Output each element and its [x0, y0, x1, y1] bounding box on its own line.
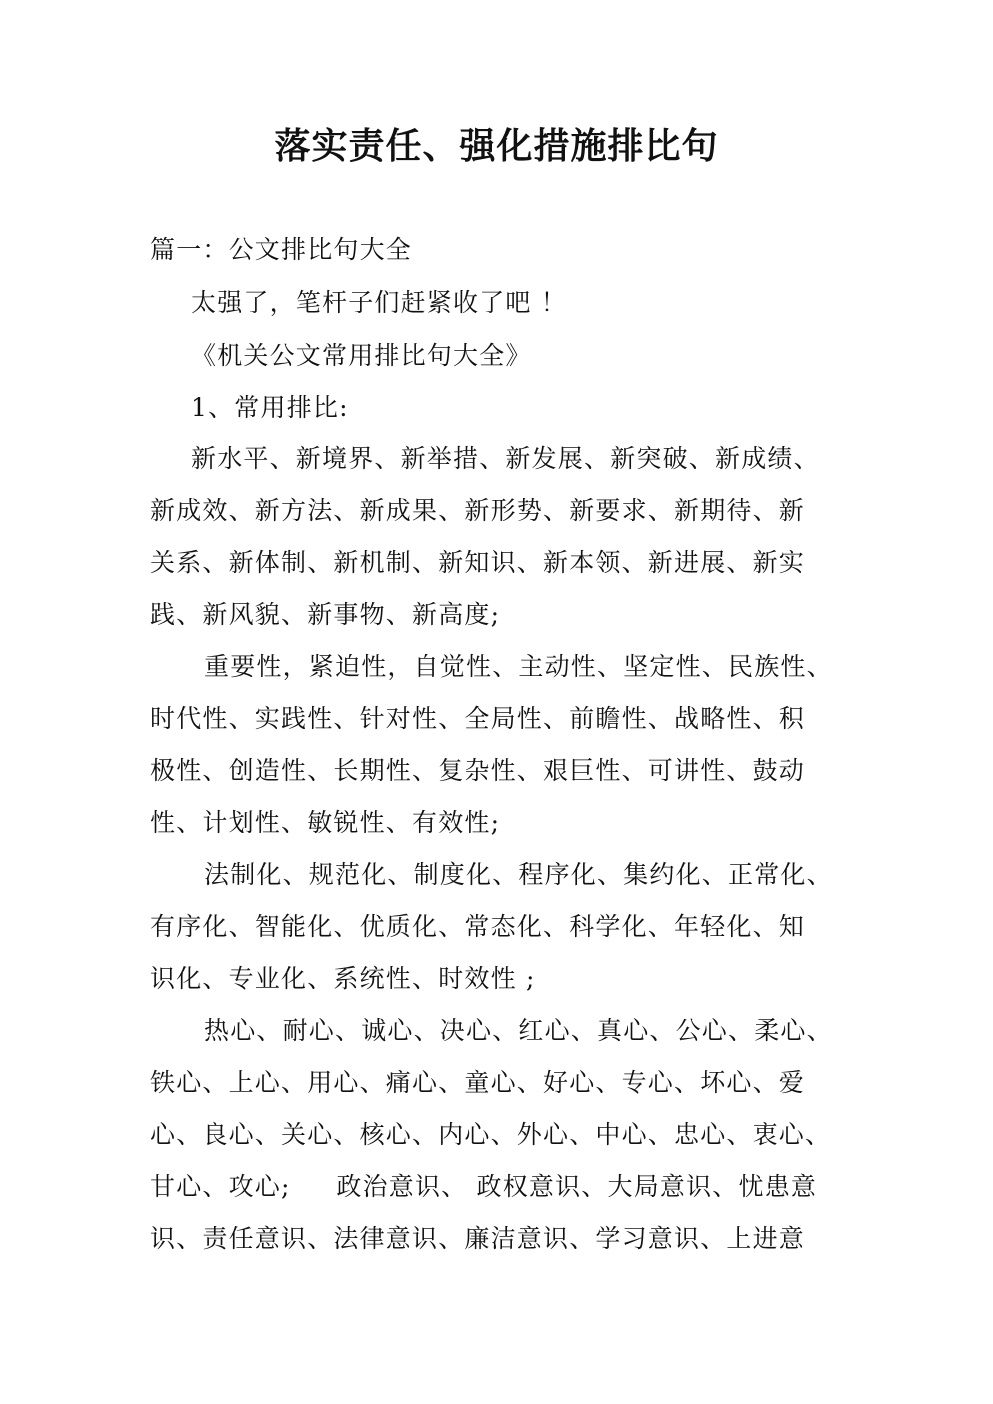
- paragraph-line: 时代性、实践性、针对性、全局性、前瞻性、战略性、积: [150, 704, 806, 733]
- paragraph-line: 热心、耐心、诚心、决心、红心、真心、公心、柔心、: [204, 1016, 833, 1045]
- paragraph-line: 法制化、规范化、制度化、程序化、集约化、正常化、: [204, 860, 833, 889]
- paragraph-line: 新成效、新方法、新成果、新形势、新要求、新期待、新: [150, 496, 806, 525]
- intro-line: 太强了，笔杆子们赶紧收了吧 ！: [191, 288, 567, 317]
- paragraph-line: 识、责任意识、法律意识、廉洁意识、学习意识、上进意: [150, 1224, 806, 1253]
- paragraph-line: 新水平、新境界、新举措、新发展、新突破、新成绩、: [191, 444, 820, 473]
- paragraph-line: 践、新风貌、新事物、新高度;: [150, 600, 501, 629]
- paragraph-line: 关系、新体制、新机制、新知识、新本领、新进展、新实: [150, 548, 806, 577]
- paragraph-line: 心、良心、关心、核心、内心、外心、中心、忠心、衷心、: [150, 1120, 832, 1149]
- section-heading: 篇一：公文排比句大全: [150, 235, 413, 264]
- paragraph-line: 铁心、上心、用心、痛心、童心、好心、专心、坏心、爱: [150, 1068, 806, 1097]
- subsection-heading: 1、常用排比:: [191, 393, 349, 422]
- paragraph-line: 识化、专业化、系统性、时效性 ;: [150, 964, 536, 993]
- subtitle-line: 《机关公文常用排比句大全》: [191, 341, 532, 370]
- paragraph-line: 甘心、攻心; 政治意识、 政权意识、大局意识、忧患意: [150, 1172, 818, 1201]
- paragraph-line: 有序化、智能化、优质化、常态化、科学化、年轻化、知: [150, 912, 806, 941]
- paragraph-line: 重要性，紧迫性，自觉性、主动性、坚定性、民族性、: [204, 652, 833, 681]
- paragraph-line: 性、计划性、敏锐性、有效性;: [150, 808, 501, 837]
- document-title: 落实责任、强化措施排比句: [274, 125, 719, 167]
- paragraph-line: 极性、创造性、长期性、复杂性、艰巨性、可讲性、鼓动: [150, 756, 806, 785]
